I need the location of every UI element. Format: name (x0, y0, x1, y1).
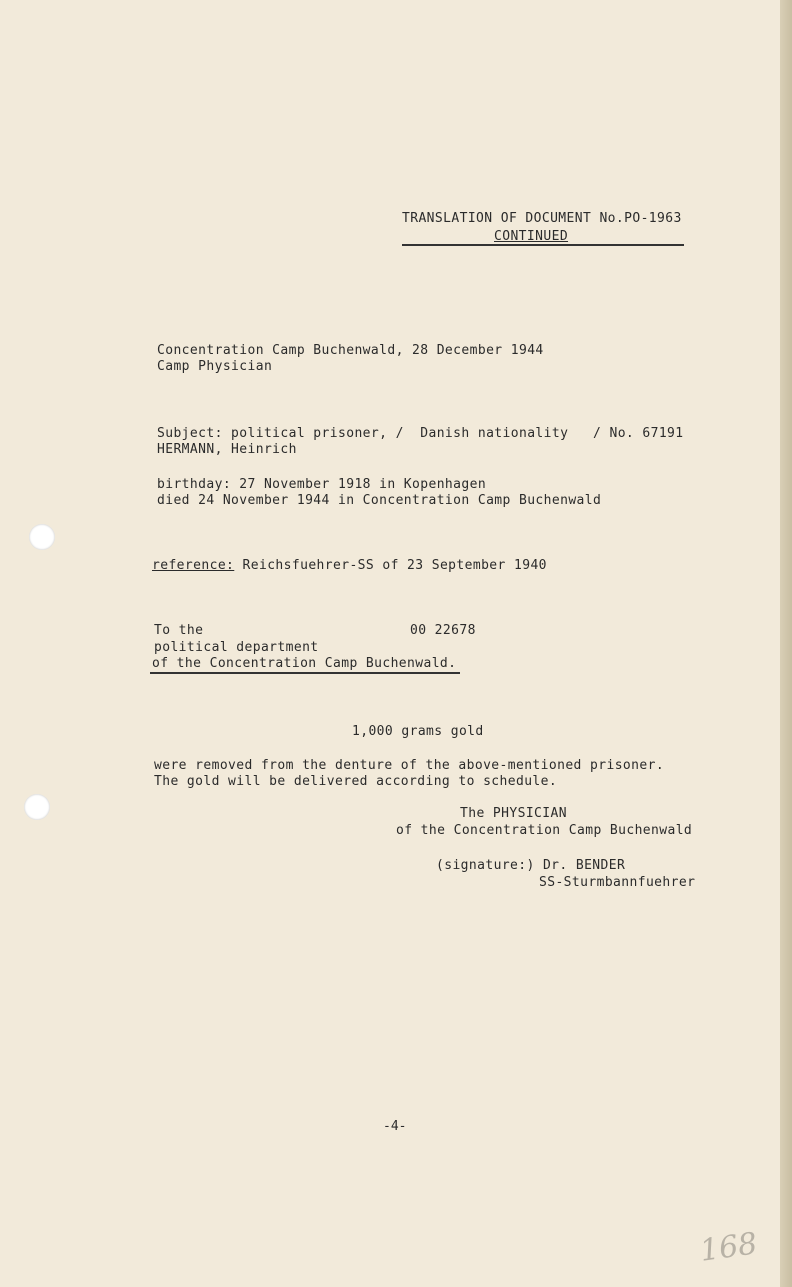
address-rule (150, 672, 460, 674)
reference-label: reference: (152, 558, 235, 573)
address-camp: of the Concentration Camp Buchenwald. (152, 656, 457, 671)
address-number: 00 22678 (410, 623, 476, 638)
birth-line: birthday: 27 November 1918 in Kopenhagen (157, 477, 487, 492)
origin-line: Concentration Camp Buchenwald, 28 December 1944 (157, 343, 544, 358)
header-rule (402, 244, 684, 246)
subject-name: HERMANN, Heinrich (157, 442, 297, 457)
signature-rank: SS-Sturmbannfuehrer (539, 875, 696, 890)
gold-amount: 1,000 grams gold (352, 724, 484, 739)
subject-line: Subject: political prisoner, / Danish nationality / No. 67191 (157, 426, 684, 441)
death-line: died 24 November 1944 in Concentration Camp Buchenwald (157, 493, 602, 508)
reference-line (152, 557, 547, 574)
body-line-2: The gold will be delivered according to schedule. (154, 774, 558, 789)
address-to: To the (154, 623, 204, 638)
signature-title: The PHYSICIAN (460, 806, 567, 821)
address-department: political department (154, 640, 319, 655)
origin-role: Camp Physician (157, 359, 273, 374)
reference-text: Reichsfuehrer-SS of 23 September 1940 (234, 558, 547, 573)
page-edge (780, 0, 792, 1287)
page-number: -4- (383, 1119, 407, 1134)
body-line-1: were removed from the denture of the above-mentioned prisoner. (154, 758, 665, 773)
signature-signed: (signature:) Dr. BENDER (436, 858, 626, 873)
handwritten-folio-number: 168 (697, 1226, 760, 1269)
punch-hole-top (29, 524, 55, 550)
signature-of: of the Concentration Camp Buchenwald (396, 823, 693, 838)
header-subtitle: CONTINUED (494, 229, 569, 244)
punch-hole-bottom (24, 794, 50, 820)
header-title: TRANSLATION OF DOCUMENT No.PO-1963 (402, 211, 682, 226)
